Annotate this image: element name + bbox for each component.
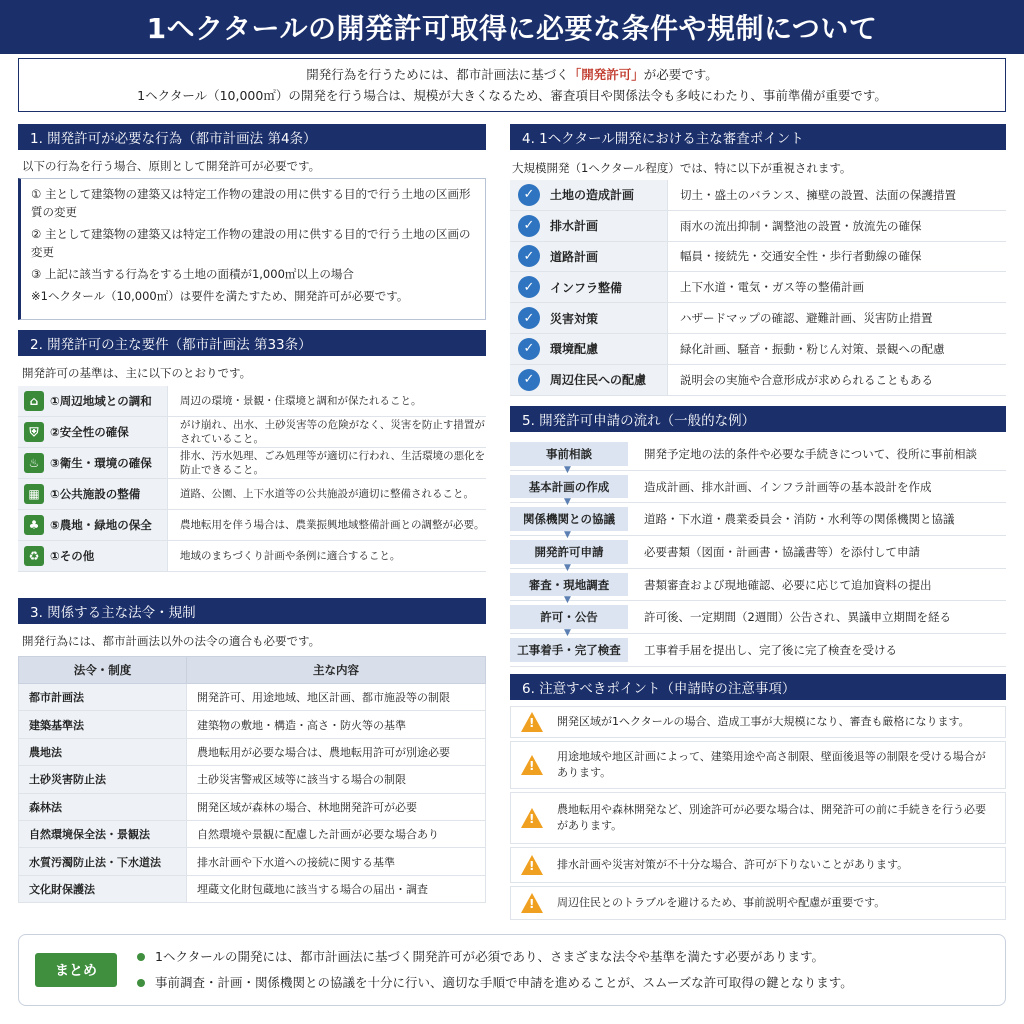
law-content: 自然環境や景観に配慮した計画が必要な場合あり [187, 820, 486, 847]
recycle-icon: ♻ [24, 546, 44, 566]
warning-icon: ! [521, 808, 543, 828]
flow-text: 道路・下水道・農業委員会・消防・水利等の関係機関と協議 [644, 512, 955, 527]
check-icon: ✓ [518, 245, 540, 267]
review-text: 緑化計画、騒音・振動・粉じん対策、景観への配慮 [680, 341, 945, 356]
law-content: 排水計画や下水道への接続に関する基準 [187, 848, 486, 875]
flow-step: 許可・公告 [540, 610, 598, 625]
criteria-label: ⑤農地・緑地の保全 [50, 518, 152, 532]
page-title: 1ヘクタールの開発許可取得に必要な条件や規制について [0, 0, 1024, 54]
arrow-down-icon: ▼ [564, 530, 571, 541]
tree-icon: ♣ [24, 515, 44, 535]
requirement-item: ① 主として建築物の建築又は特定工作物の建設の用に供する目的で行う土地の区画形質の変更 [31, 187, 471, 219]
review-text: 上下水道・電気・ガス等の整備計画 [680, 280, 864, 295]
review-row [510, 242, 1006, 273]
section5-title: 5. 開発許可申請の流れ（一般的な例） [510, 406, 1006, 432]
review-label: 土地の造成計画 [550, 188, 635, 203]
summary-text: 1ヘクタールの開発には、都市計画法に基づく開発許可が必須であり、さまざまな法令や基準を満たす必要があります。 [155, 949, 824, 964]
law-content: 建築物の敷地・構造・高さ・防火等の基準 [187, 711, 486, 738]
review-row [510, 334, 1006, 365]
check-icon: ✓ [518, 184, 540, 206]
section3-title: 3. 関係する主な法令・規制 [18, 598, 486, 624]
check-icon: ✓ [518, 276, 540, 298]
law-content: 開発許可、用途地域、地区計画、都市施設等の制限 [187, 684, 486, 711]
flow-step: 審査・現地調査 [528, 577, 610, 592]
criteria-text: 農地転用を伴う場合は、農業振興地域整備計画との調整が必要。 [180, 519, 485, 531]
table-row [19, 848, 486, 875]
criteria-row [18, 417, 486, 448]
criteria-text: がけ崩れ、出水、土砂災害等の危険がなく、災害を防止す措置がされていること。 [180, 419, 485, 445]
intro-highlight: 「開発許可」 [568, 67, 644, 82]
criteria-text: 周辺の環境・景観・住環境と調和が保たれること。 [180, 395, 422, 407]
summary-line [137, 944, 853, 970]
section3-desc: 開発行為には、都市計画法以外の法令の適合も必要です。 [22, 634, 321, 648]
caution-item [510, 792, 1006, 844]
flow-step: 工事着手・完了検査 [517, 642, 621, 657]
criteria-text: 地域のまちづくり計画や条例に適合すること。 [180, 550, 401, 562]
review-text: ハザードマップの確認、避難計画、災害防止措置 [680, 311, 933, 326]
review-text: 幅員・接続先・交通安全性・歩行者動線の確保 [680, 249, 922, 264]
law-content: 開発区域が森林の場合、林地開発許可が必要 [187, 793, 486, 820]
section2-title: 2. 開発許可の主な要件（都市計画法 第33条） [18, 330, 486, 356]
section6-title: 6. 注意すべきポイント（申請時の注意事項） [510, 674, 1006, 700]
intro-line-2: 1ヘクタール（10,000㎡）の開発を行う場合は、規模が大きくなるため、審査項目や関係法令も多岐にわたり、事前準備が重要です。 [137, 88, 887, 103]
requirement-note: ※1ヘクタール（10,000㎡）は要件を満たすため、開発許可が必要です。 [31, 289, 409, 303]
law-name: 建築基準法 [19, 711, 187, 738]
caution-list [510, 706, 1006, 923]
flow-step: 関係機関との協議 [523, 512, 615, 527]
review-row [510, 180, 1006, 211]
table-row [19, 820, 486, 847]
flow-text: 書類審査および現地確認、必要に応じて追加資料の提出 [644, 577, 932, 592]
flow-step: 開発許可申請 [534, 544, 604, 559]
section4-desc: 大規模開発（1ヘクタール程度）では、特に以下が重視されます。 [512, 161, 852, 175]
summary-lines [137, 944, 853, 996]
application-flow [510, 438, 1006, 667]
arrow-down-icon: ▼ [564, 562, 571, 573]
section4-title: 4. 1ヘクタール開発における主な審査ポイント [510, 124, 1006, 150]
caution-item [510, 706, 1006, 738]
flow-text: 許可後、一定期間（2週間）公告され、異議申立期間を経る [644, 610, 952, 625]
review-text: 切土・盛土のバランス、擁壁の設置、法面の保護措置 [680, 187, 956, 202]
summary-badge: まとめ [35, 953, 117, 987]
bullet-icon [137, 979, 145, 987]
buildings-icon: ⌂ [24, 391, 44, 411]
summary-text: 事前調査・計画・関係機関との協議を十分に行い、適切な手順で申請を進めることが、スムーズな許可取得の鍵となります。 [155, 975, 853, 990]
intro-box [18, 58, 1006, 112]
arrow-down-icon: ▼ [564, 464, 571, 475]
review-label: 環境配慮 [550, 342, 599, 357]
laws-header-law: 法令・制度 [19, 657, 187, 684]
caution-item [510, 741, 1006, 789]
flow-row [510, 634, 1006, 667]
flow-row [510, 438, 1006, 475]
flow-step: 事前相談 [546, 446, 592, 461]
table-row [19, 711, 486, 738]
section1-box [18, 178, 486, 320]
check-icon: ✓ [518, 369, 540, 391]
law-name: 文化財保護法 [19, 875, 187, 902]
review-label: 災害対策 [550, 311, 599, 326]
review-label: 排水計画 [550, 219, 599, 234]
facility-icon: ▦ [24, 484, 44, 504]
criteria-label: ③衛生・環境の確保 [50, 456, 152, 470]
flow-row [510, 471, 1006, 508]
check-icon: ✓ [518, 215, 540, 237]
law-content: 埋蔵文化財包蔵地に該当する場合の届出・調査 [187, 875, 486, 902]
intro-line-1-post: が必要です。 [643, 67, 718, 82]
criteria-label: ①公共施設の整備 [50, 487, 141, 501]
review-row [510, 272, 1006, 303]
section2-desc: 開発許可の基準は、主に以下のとおりです。 [22, 366, 252, 380]
laws-header-content: 主な内容 [187, 657, 486, 684]
arrow-down-icon: ▼ [564, 628, 571, 639]
review-text: 雨水の流出抑制・調整池の設置・放流先の確保 [680, 218, 922, 233]
flow-row [510, 601, 1006, 639]
criteria-row [18, 541, 486, 572]
flow-row [510, 503, 1006, 541]
shield-icon: ⛨ [24, 422, 44, 442]
flow-row [510, 536, 1006, 573]
caution-text: 排水計画や災害対策が不十分な場合、許可が下りないことがあります。 [557, 858, 909, 871]
review-text: 説明会の実施や合意形成が求められることもある [680, 372, 933, 387]
caution-text: 農地転用や森林開発など、別途許可が必要な場合は、開発許可の前に手続きを行う必要があります。 [557, 803, 986, 832]
review-row [510, 303, 1006, 334]
criteria-row [18, 510, 486, 541]
criteria-label: ①周辺地域との調和 [50, 394, 152, 408]
arrow-down-icon: ▼ [564, 595, 571, 606]
criteria-label: ①その他 [50, 549, 95, 563]
law-name: 土砂災害防止法 [19, 766, 187, 793]
law-content: 土砂災害警戒区域等に該当する場合の制限 [187, 766, 486, 793]
intro-line-1-pre: 開発行為を行うためには、都市計画法に基づく [306, 67, 569, 82]
law-name: 自然環境保全法・景観法 [19, 820, 187, 847]
table-row [19, 766, 486, 793]
criteria-label: ②安全性の確保 [50, 425, 129, 439]
law-name: 農地法 [19, 738, 187, 765]
requirement-item: ③ 上記に該当する行為をする土地の面積が1,000㎡以上の場合 [31, 267, 354, 281]
law-name: 森林法 [19, 793, 187, 820]
review-row [510, 365, 1006, 396]
flow-step: 基本計画の作成 [528, 479, 610, 494]
criteria-text: 道路、公園、上下水道等の公共施設が適切に整備されること。 [180, 488, 474, 500]
review-row [510, 211, 1006, 242]
caution-item [510, 886, 1006, 920]
check-icon: ✓ [518, 307, 540, 329]
warning-icon: ! [521, 893, 543, 913]
criteria-row [18, 448, 486, 479]
section2-table [18, 386, 486, 572]
warning-icon: ! [521, 755, 543, 775]
review-label: 道路計画 [550, 249, 599, 264]
flow-text: 造成計画、排水計画、インフラ計画等の基本設計を作成 [644, 479, 932, 494]
law-name: 水質汚濁防止法・下水道法 [19, 848, 187, 875]
sanitation-icon: ♨ [24, 453, 44, 473]
flow-text: 工事着手届を提出し、完了後に完了検査を受ける [644, 642, 897, 657]
caution-text: 開発区域が1ヘクタールの場合、造成工事が大規模になり、審査も厳格になります。 [557, 715, 970, 728]
caution-text: 周辺住民とのトラブルを避けるため、事前説明や配慮が重要です。 [557, 896, 886, 909]
warning-icon: ! [521, 855, 543, 875]
review-label: 周辺住民への配慮 [550, 373, 647, 388]
table-row [19, 793, 486, 820]
section1-desc: 以下の行為を行う場合、原則として開発許可が必要です。 [22, 159, 321, 173]
table-row [19, 875, 486, 902]
law-name: 都市計画法 [19, 684, 187, 711]
summary-box [18, 934, 1006, 1006]
caution-text: 用途地域や地区計画によって、建築用途や高さ制限、壁面後退等の制限を受ける場合があります。 [557, 750, 986, 779]
section1-title: 1. 開発許可が必要な行為（都市計画法 第4条） [18, 124, 486, 150]
review-label: インフラ整備 [550, 280, 623, 295]
caution-item [510, 847, 1006, 883]
intro-line-1 [306, 64, 718, 85]
criteria-text: 排水、汚水処理、ごみ処理等が適切に行われ、生活環境の悪化を防止できること。 [180, 450, 486, 476]
bullet-icon [137, 953, 145, 961]
summary-line [137, 970, 853, 996]
law-content: 農地転用が必要な場合は、農地転用許可が別途必要 [187, 738, 486, 765]
review-points-table [510, 180, 1006, 396]
check-icon: ✓ [518, 338, 540, 360]
requirement-item: ② 主として建築物の建築又は特定工作物の建設の用に供する目的で行う土地の区画の変更 [31, 227, 471, 259]
flow-text: 開発予定地の法的条件や必要な手続きについて、役所に事前相談 [644, 446, 978, 461]
criteria-row [18, 386, 486, 417]
arrow-down-icon: ▼ [564, 497, 571, 508]
table-row [19, 738, 486, 765]
warning-icon: ! [521, 712, 543, 732]
table-row [19, 684, 486, 711]
flow-row [510, 569, 1006, 606]
criteria-row [18, 479, 486, 510]
flow-text: 必要書類（図面・計画書・協議書等）を添付して申請 [644, 544, 920, 559]
laws-table [18, 656, 486, 903]
